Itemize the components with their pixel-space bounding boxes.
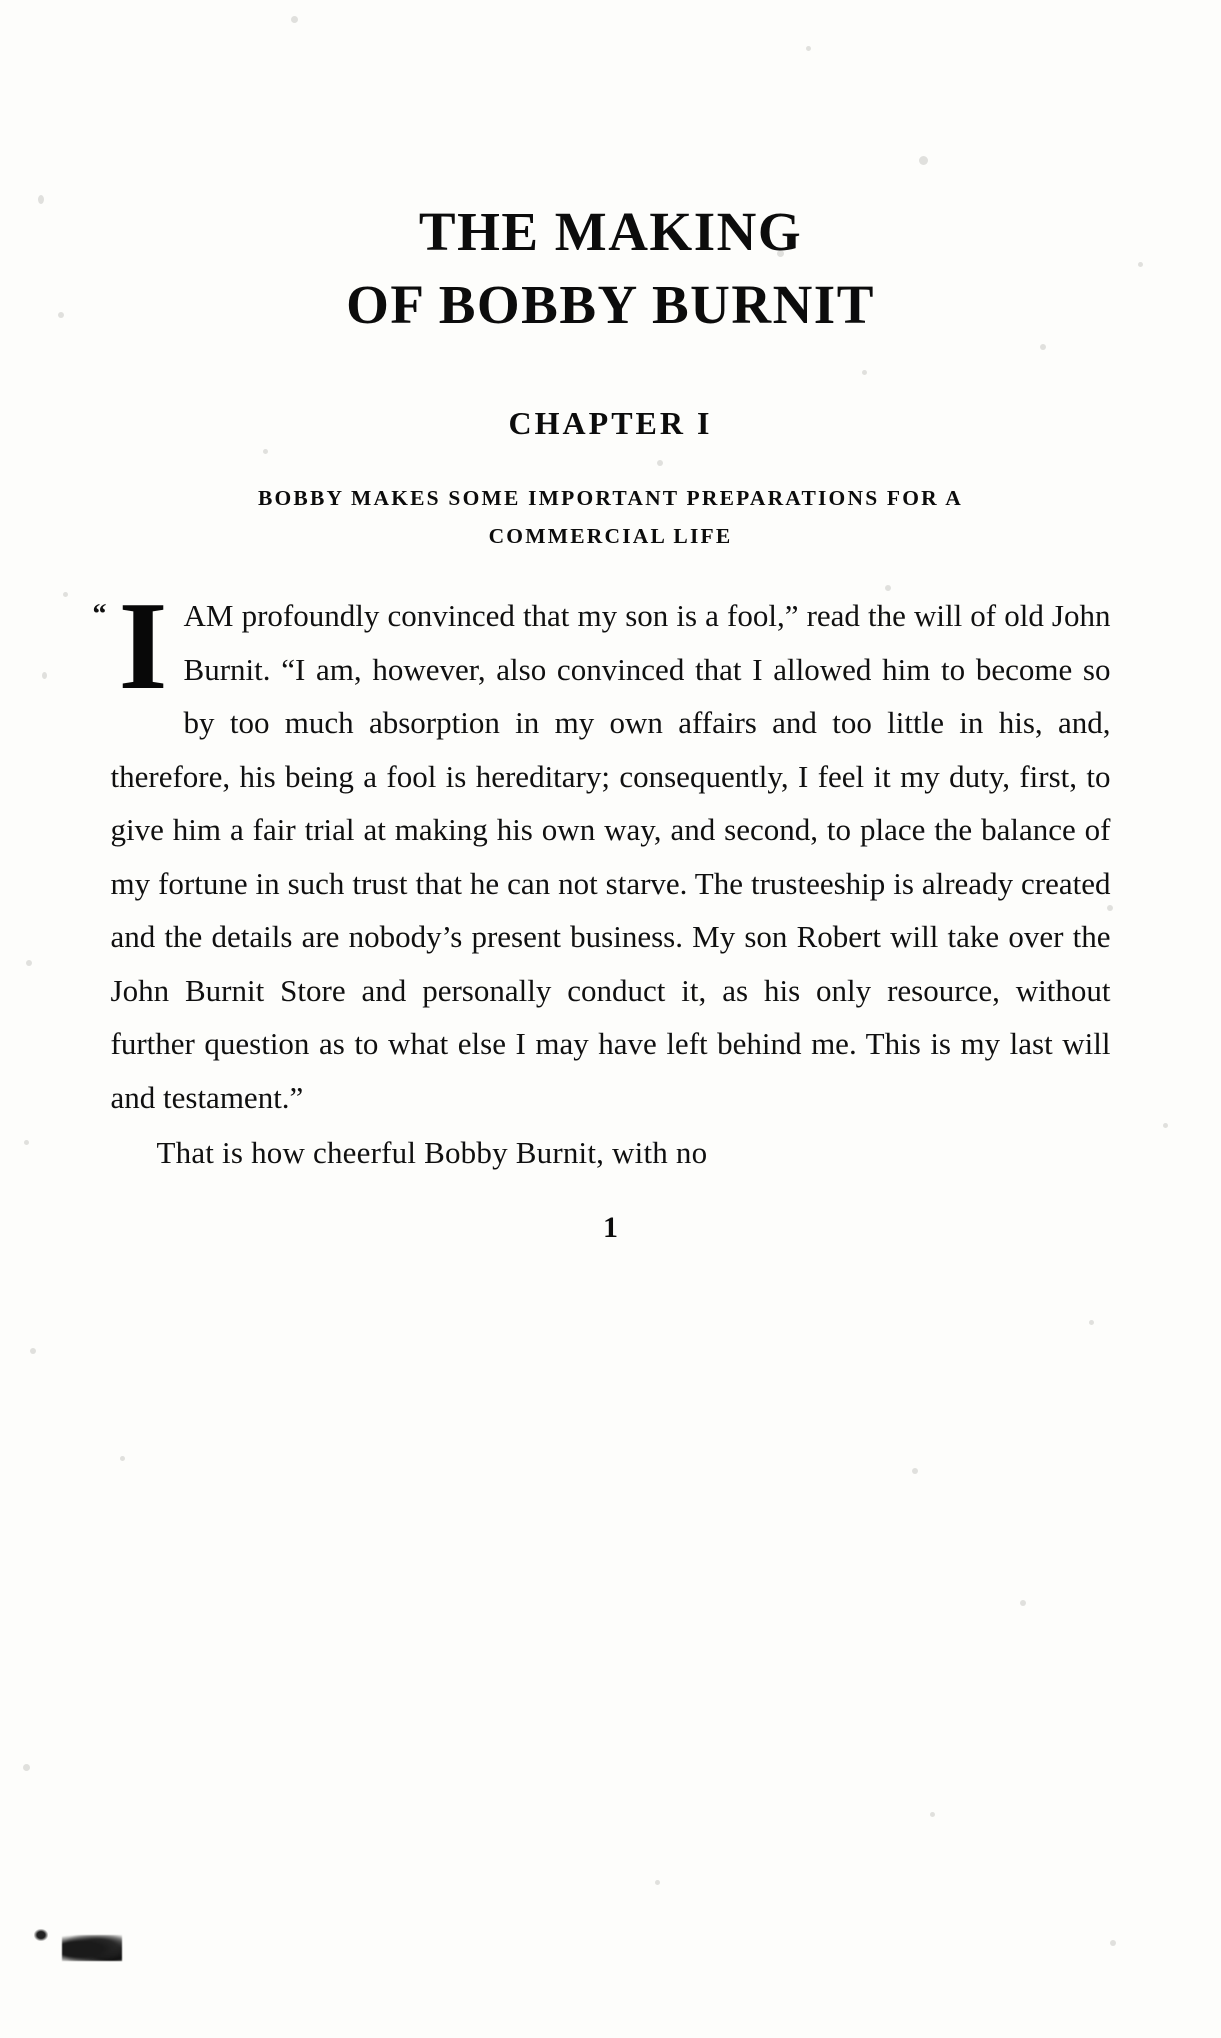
- chapter-subtitle-line-1: BOBBY MAKES SOME IMPORTANT PREPARATIONS FOR A: [257, 486, 964, 511]
- chapter-subtitle: [111, 480, 1111, 555]
- scan-artifact: [34, 1929, 48, 1941]
- ink-smudge: [62, 1935, 122, 1961]
- page-title: [0, 0, 1221, 341]
- page-number: 1: [603, 1210, 618, 1244]
- chapter-subtitle-line-2: COMMERCIAL LIFE: [488, 523, 733, 548]
- body-text-block: [92, 577, 1111, 1180]
- title-line-2: OF BOBBY BURNIT: [346, 273, 875, 335]
- paragraph-first: [110, 577, 1111, 1124]
- paragraph-first-text: AM profoundly convinced that my son is a fool,” read the will of old John Burnit. “I am, however, also convinced that I allowed him to become so by too much absorption in my own affairs and too little in his, and, therefore, his being a fool is hereditary; consequently, I feel it my duty, first, to give him a fair trial at making his own way, and second, to place the balance of my fortune in such trust that he can not starve. The trusteeship is already created and the details are nobody’s present business. My son Robert will take over the John Burnit Store and personally conduct it, as his only resource, without further question as to what else I may have left behind me. This is my last will and testament.”: [110, 598, 1111, 1115]
- paragraph-second: That is how cheerful Bobby Burnit, with no: [156, 1135, 708, 1171]
- chapter-label: CHAPTER I: [508, 405, 713, 442]
- opening-quote-mark: “: [92, 599, 106, 631]
- title-line-1: THE MAKING: [418, 201, 803, 262]
- drop-cap-letter: I: [118, 577, 168, 717]
